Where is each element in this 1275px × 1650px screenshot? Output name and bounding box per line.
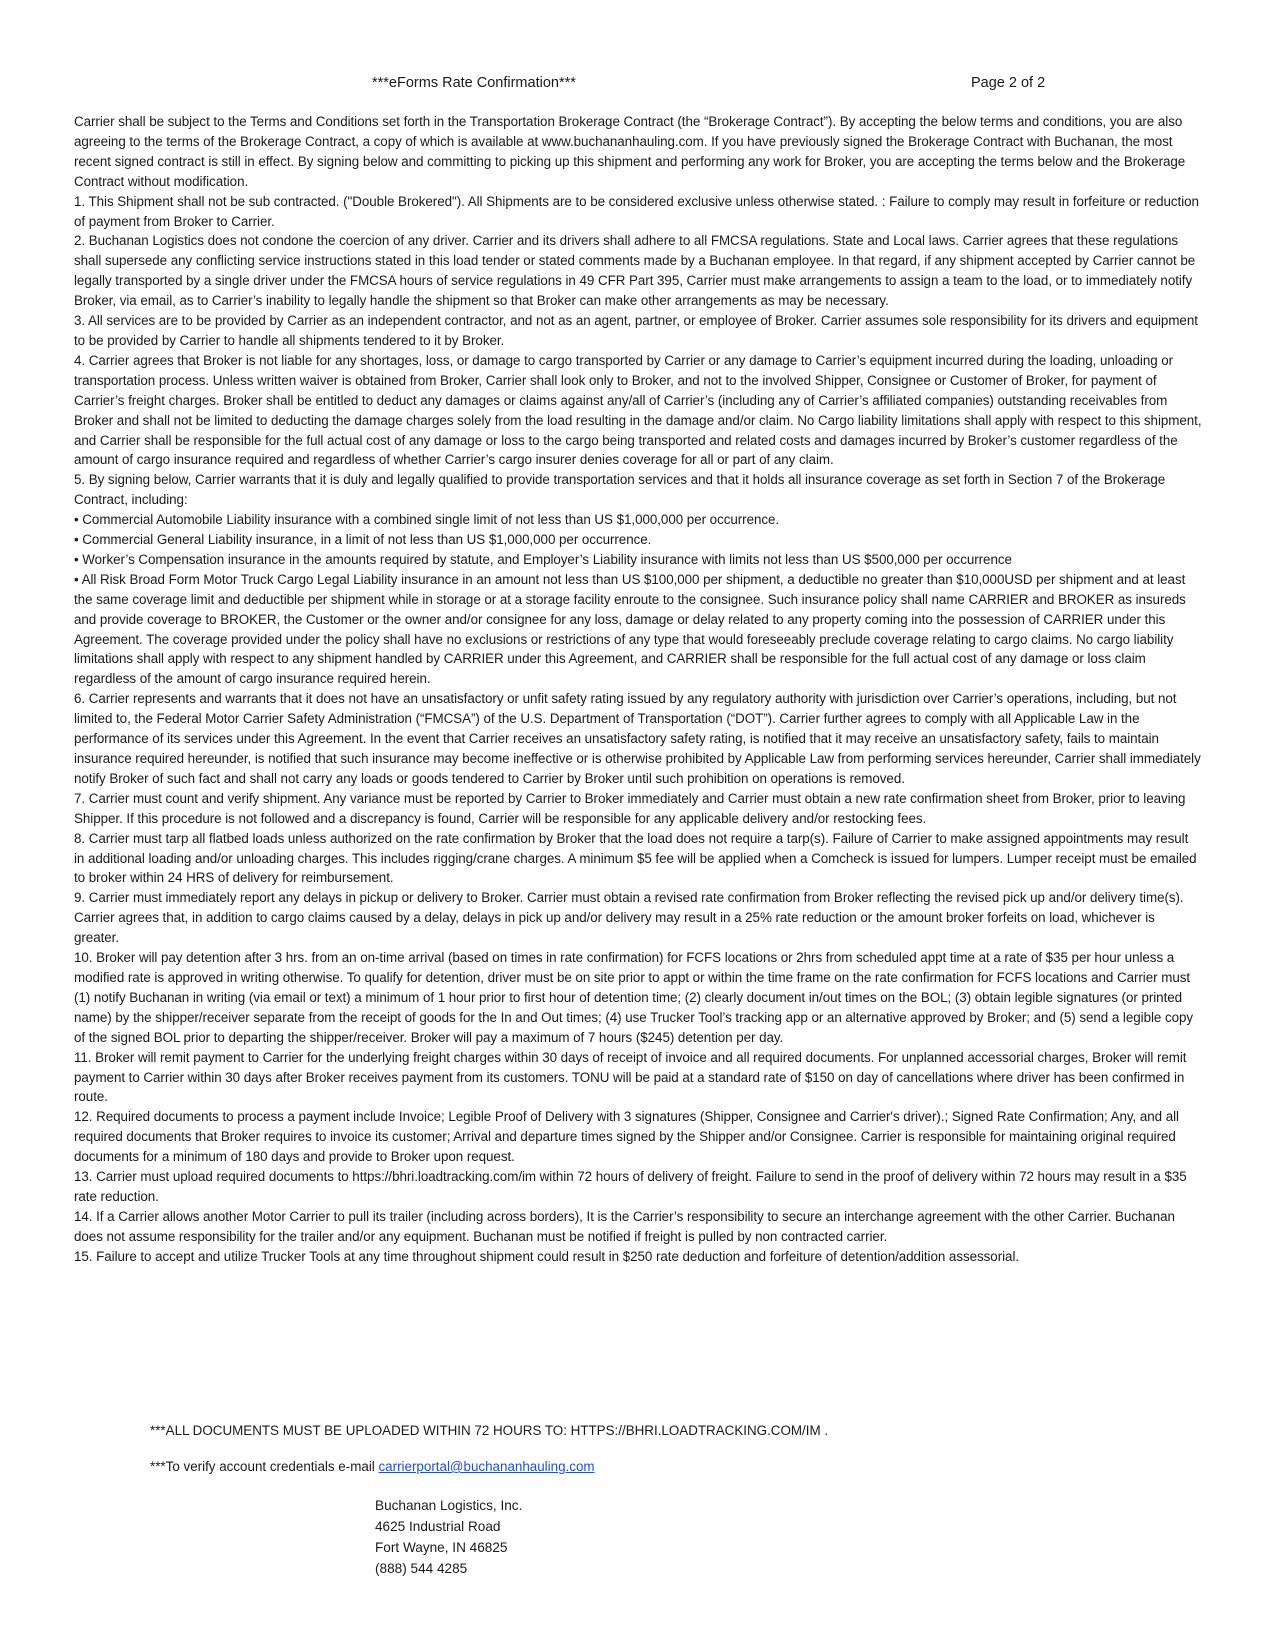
- company-address: [375, 1495, 522, 1579]
- term-7: 7. Carrier must count and verify shipment. Any variance must be reported by Carrier to Broker immediately and Carrier must obtain a new rate confirmation sheet from Broker, prior to leaving Shipper. If this procedure is not followed and a discrepancy is found, Carrier will be responsible for any applicable delivery and/or restocking fees.: [74, 790, 1186, 826]
- insurance-bullet-workers-comp: • Worker’s Compensation insurance in the amounts required by statute, and Employer’s Liability insurance with limits not less than US $500,000 per occurrence: [74, 551, 1012, 567]
- insurance-bullet-auto: • Commercial Automobile Liability insurance with a combined single limit of not less than US $1,000,000 per occurrence.: [74, 512, 780, 528]
- term-1: 1. This Shipment shall not be sub contracted. ("Double Brokered"). All Shipments are to be considered exclusive unless otherwise stated. : Failure to comply may result in forfeiture or reduction of payment from Broker to Carrier.: [74, 193, 1199, 229]
- page-number: Page 2 of 2: [971, 75, 1046, 91]
- term-10: 10. Broker will pay detention after 3 hrs. from an on-time arrival (based on times in rate confirmation) for FCFS locations or 2hrs from scheduled appt time at a rate of $35 per hour unless a modified rate is approved in writing otherwise. To qualify for detention, driver must be on site prior to appt or within the time frame on the rate confirmation for FCFS locations and Carrier must (1) notify Buchanan in writing (via email or text) a minimum of 1 hour prior to first hour of detention time; (2) clearly document in/out times on the BOL; (3) obtain legible signatures (or printed name) by the shipper/receiver separate from the receipt of goods for the In and Out times; (4) use Trucker Tool’s tracking app or an alternative approved by Broker; and (5) send a legible copy of the signed BOL prior to departing the shipper/receiver. Broker will pay a maximum of 7 hours ($245) detention per day.: [74, 950, 1194, 1045]
- company-name: Buchanan Logistics, Inc.: [375, 1498, 523, 1513]
- term-14: 14. If a Carrier allows another Motor Carrier to pull its trailer (including across borders), It is the Carrier’s responsibility to secure an interchange agreement with the other Carrier. Buchanan does not assume responsibility for the trailer and/or any equipment. Buchanan must be notified if freight is pulled by non contracted carrier.: [74, 1208, 1175, 1244]
- upload-notice: ***ALL DOCUMENTS MUST BE UPLOADED WITHIN 72 HOURS TO: HTTPS://BHRI.LOADTRACKING.COM/IM .: [150, 1423, 829, 1438]
- insurance-bullet-general: • Commercial General Liability insurance, in a limit of not less than US $1,000,000 per occurrence.: [74, 532, 652, 548]
- term-13: 13. Carrier must upload required documents to https://bhri.loadtracking.com/im within 72 hours of delivery of freight. Failure to send in the proof of delivery within 72 hours may result in a $35 rate reduction.: [74, 1169, 1187, 1204]
- term-8: 8. Carrier must tarp all flatbed loads unless authorized on the rate confirmation by Broker that the load does not require a tarp(s). Failure of Carrier to make assigned appointments may result in additional loading and/or unloading charges. This includes rigging/crane charges. A minimum $5 fee will be applied when a Comcheck is issued for lumpers. Lumper receipt must be emailed to broker within 24 HRS of delivery for reimbursement.: [74, 830, 1197, 886]
- verify-credentials-line: [150, 1457, 595, 1477]
- terms-body: [74, 112, 1202, 1267]
- document-title: ***eForms Rate Confirmation***: [372, 75, 576, 91]
- term-3: 3. All services are to be provided by Carrier as an independent contractor, and not as an agent, partner, or employee of Broker. Carrier assumes sole responsibility for its drivers and equipment to be provided by Carrier to handle all shipments tendered to it by Broker.: [74, 313, 1198, 348]
- term-9: 9. Carrier must immediately report any delays in pickup or delivery to Broker. Carrier must obtain a revised rate confirmation from Broker reflecting the revised pick up and/or delivery time(s). Carrier agrees that, in addition to cargo claims caused by a delay, delays in pick up and/or delivery may result in a 25% rate reduction or the amount broker forfeits on load, whichever is greater.: [74, 890, 1184, 946]
- term-12: 12. Required documents to process a payment include Invoice; Legible Proof of Delivery with 3 signatures (Shipper, Consignee and Carrier's driver).; Signed Rate Confirmation; Any, and all required documents that Broker requires to invoice its customer; Arrival and departure times signed by the Shipper and/or Consignee. Carrier is responsible for maintaining original required documents for a minimum of 180 days and provide to Broker upon request.: [74, 1109, 1179, 1165]
- carrier-portal-email-link[interactable]: carrierportal@buchananhauling.com: [378, 1459, 595, 1474]
- term-11: 11. Broker will remit payment to Carrier for the underlying freight charges within 30 days of receipt of invoice and all required documents. For unplanned accessorial charges, Broker will remit payment to Carrier within 30 days after Broker receives payment from its customers. TONU will be paid at a standard rate of $150 on day of cancellations where driver has been confirmed in route.: [74, 1049, 1187, 1105]
- address-city: Fort Wayne, IN 46825: [375, 1540, 508, 1555]
- term-5: 5. By signing below, Carrier warrants that it is duly and legally qualified to provide transportation services and that it holds all insurance coverage as set forth in Section 7 of the Brokerage Contract, including:: [74, 472, 1166, 508]
- company-phone: (888) 544 4285: [375, 1561, 468, 1576]
- term-6: 6. Carrier represents and warrants that it does not have an unsatisfactory or unfit safety rating issued by any regulatory authority with jurisdiction over Carrier’s operations, including, but not limited to, the Federal Motor Carrier Safety Administration (“FMCSA”) of the U.S. Department of Transportation (“DOT”). Carrier further agrees to comply with all Applicable Law in the performance of its services under this Agreement. In the event that Carrier receives an unsatisfactory safety rating, is notified that it may receive an unsatisfactory safety, fails to maintain insurance required hereunder, is notified that such insurance may become ineffective or is otherwise prohibited by Applicable Law from performing services hereunder, Carrier shall immediately notify Broker of such fact and shall not carry any loads or goods tendered to Carrier by Broker until such prohibition on operations is removed.: [74, 691, 1201, 786]
- term-15: 15. Failure to accept and utilize Trucker Tools at any time throughout shipment could result in $250 rate deduction and forfeiture of detention/addition assessorial.: [74, 1248, 1020, 1264]
- term-2: 2. Buchanan Logistics does not condone the coercion of any driver. Carrier and its drivers shall adhere to all FMCSA regulations. State and Local laws. Carrier agrees that these regulations shall supersede any conflicting service instructions stated in this load tender or stated comments made by a Buchanan employee. In that regard, if any shipment accepted by Carrier cannot be legally transported by a single driver under the FMCSA hours of service regulations in 49 CFR Part 395, Carrier must make arrangements to assign a team to the load, or to immediately notify Broker, via email, as to Carrier’s inability to legally handle the shipment so that Broker can make other arrangements as may be necessary.: [74, 233, 1196, 309]
- terms-intro: Carrier shall be subject to the Terms and Conditions set forth in the Transportation Brokerage Contract (the “Brokerage Contract”). By accepting the below terms and conditions, you are also agreeing to the terms of the Brokerage Contract, a copy of which is available at www.buchananhauling.com. If you have previously signed the Brokerage Contract with Buchanan, the most recent signed contract is still in effect. By signing below and committing to picking up this shipment and performing any work for Broker, you are accepting the terms below and the Brokerage Contract without modification.: [74, 114, 1186, 189]
- term-4: 4. Carrier agrees that Broker is not liable for any shortages, loss, or damage to cargo transported by Carrier or any damage to Carrier’s equipment incurred during the loading, unloading or transportation process. Unless written waiver is obtained from Broker, Carrier shall look only to Broker, and not to the involved Shipper, Consignee or Customer of Broker, for payment of Carrier’s freight charges. Broker shall be entitled to deduct any damages or claims against any/all of Carrier’s (including any of Carrier’s affiliated companies) outstanding receivables from Broker and shall not be limited to deducting the damage charges solely from the load resulting in the damage and/or claim. No Cargo liability limitations shall apply with respect to this shipment, and Carrier shall be responsible for the full actual cost of any damage or loss to the cargo being transported and related costs and damages incurred by Broker’s customer regardless of the amount of cargo insurance required and regardless of whether Carrier’s cargo insurer denies coverage for all or part of any claim.: [74, 352, 1202, 468]
- verify-prefix: ***To verify account credentials e-mail: [150, 1459, 379, 1474]
- insurance-bullet-cargo: • All Risk Broad Form Motor Truck Cargo Legal Liability insurance in an amount not less than US $100,000 per shipment, a deductible no greater than $10,000USD per shipment and at least the same coverage limit and deductible per shipment while in storage or at a storage facility enroute to the consignee. Such insurance policy shall name CARRIER and BROKER as insureds and provide coverage to BROKER, the Customer or the owner and/or consignee for any loss, damage or delay related to any property coming into the possession of CARRIER under this Agreement. The coverage provided under the policy shall have no exclusions or restrictions of any type that would foreseeably preclude coverage relating to cargo claims. No cargo liability limitations shall apply with respect to any shipment handled by CARRIER under this Agreement, and CARRIER shall be responsible for the full actual cost of any damage or loss claim regardless of the amount of cargo insurance required herein.: [74, 571, 1186, 687]
- address-street: 4625 Industrial Road: [375, 1519, 501, 1534]
